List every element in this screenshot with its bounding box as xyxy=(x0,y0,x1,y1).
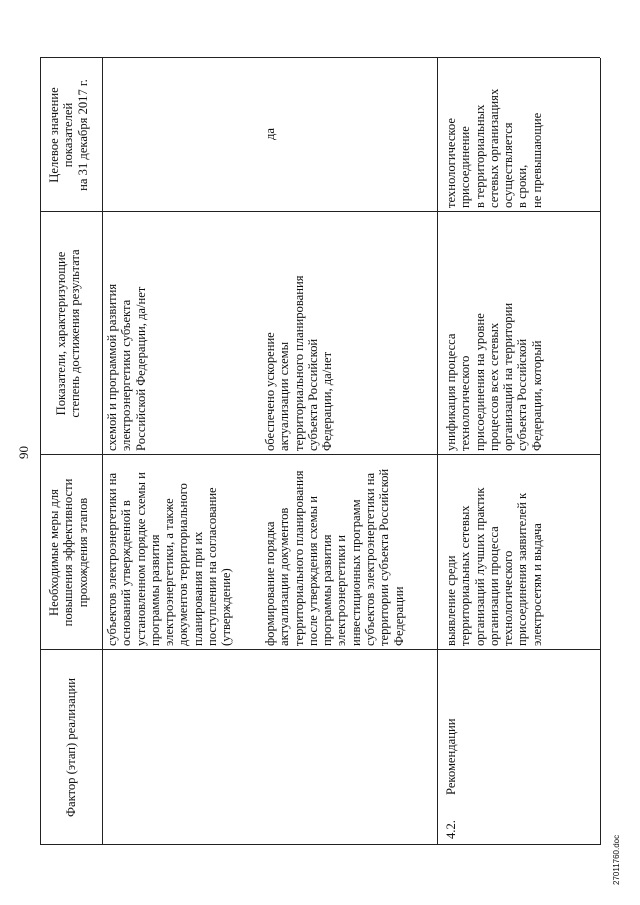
page-number: 90 xyxy=(16,446,31,459)
factor-cell-4-2: Рекомендации xyxy=(444,718,458,795)
measures-cell-4-2: выявление среди территориальных сетевых организаций лучших практик организации процесса технологического присоединения заявителей к электросетям и выдача xyxy=(444,487,544,646)
target-cell-4-2: технологическое присоединение в территориальных сетевых организациях осуществляется в сроки, не превышающие xyxy=(444,88,544,208)
row-number-4-2: 4.2. xyxy=(444,820,458,839)
indicators-cell-4-2: унификация процесса технологического присоединения на уровне процессов всех сетевых организаций на территории субъекта Российской Федерации, который xyxy=(444,302,544,451)
indicators-cell-continued-b: обеспечено ускорение актуализации схемы территориального планирования субъекта Российской Федерации, да/нет xyxy=(263,275,335,451)
footer-filename: 27011760.doc xyxy=(612,834,621,885)
measures-cell-continued-a: субъектов электроэнергетики на оснований утвержденной в установленном порядке схемы и программы развития электроэнергетики, а также документов территориального планирования при их поступлении на согласование (утверждение) xyxy=(105,472,234,646)
target-cell-continued-b: да xyxy=(263,128,277,140)
measures-cell-continued-b: формирование порядка актуализации документов территориального планирования после утверждения схемы и программы развития электроэнергетики и инвестиционных программ субъектов электроэнергетики на территории субъекта Российской Федерации xyxy=(263,468,406,646)
header-factor: Фактор (этап) реализации xyxy=(64,678,78,817)
header-measures: Необходимые меры для повышения эффективности прохождения этапов xyxy=(47,478,90,627)
header-target: Целевое значение показателей на 31 декабря 2017 г. xyxy=(47,79,90,191)
indicators-cell-continued-a: схемой и программой развития электроэнергетики субъекта Российской Федерации, да/нет xyxy=(105,283,148,451)
header-indicators: Показатели, характеризующие степень достижения результата xyxy=(54,249,83,418)
